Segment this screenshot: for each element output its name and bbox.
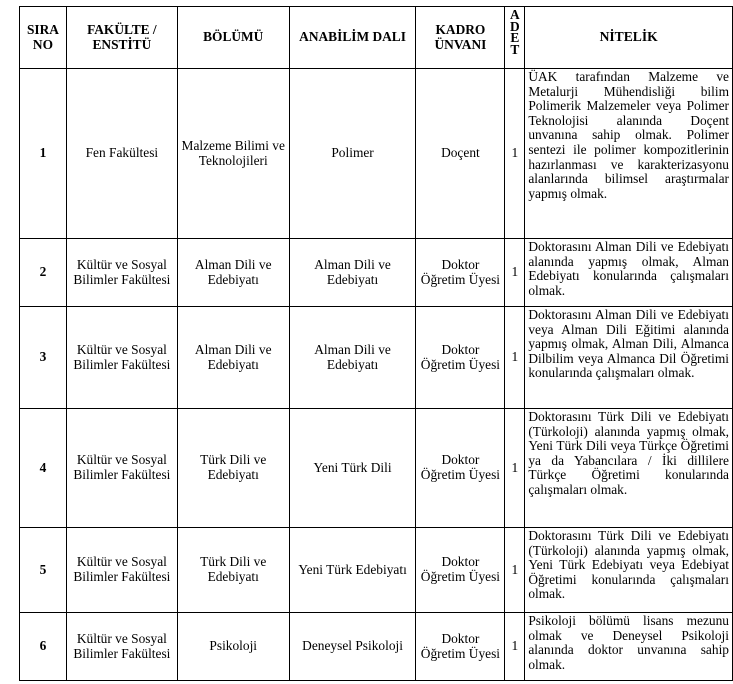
cell-fakulte: Kültür ve Sosyal Bilimler Fakültesi [66,409,177,528]
cell-anabilim: Yeni Türk Dili [289,409,416,528]
cell-adet: 1 [505,239,525,307]
table-row [20,69,733,239]
cell-adet: 1 [505,528,525,613]
header-bolum: BÖLÜMÜ [177,7,289,69]
table-row [20,528,733,613]
cell-adet: 1 [505,69,525,239]
cell-nitelik: Doktorasını Alman Dili ve Edebiyatı alanında yapmış olmak, Alman Edebiyatı konularında çalışmaları olmak. [525,239,733,307]
cell-sira: 1 [20,69,67,239]
header-fakulte: FAKÜLTE / ENSTİTÜ [66,7,177,69]
header-kadro: KADRO ÜNVANI [416,7,505,69]
table-row [20,307,733,409]
cell-bolum: Türk Dili ve Edebiyatı [177,528,289,613]
cell-anabilim: Alman Dili ve Edebiyatı [289,307,416,409]
cell-kadro: Doktor Öğretim Üyesi [416,613,505,681]
cell-nitelik: Doktorasını Türk Dili ve Edebiyatı (Türkoloji) alanında yapmış olmak, Yeni Türk Edebiyatı veya Edebiyat Öğretimi konularında çalışmaları olmak. [525,528,733,613]
cell-anabilim: Alman Dili ve Edebiyatı [289,239,416,307]
cell-anabilim: Deneysel Psikoloji [289,613,416,681]
header-anabilim: ANABİLİM DALI [289,7,416,69]
header-row [20,7,733,69]
cell-bolum: Psikoloji [177,613,289,681]
cell-kadro: Doktor Öğretim Üyesi [416,528,505,613]
cell-kadro: Doçent [416,69,505,239]
cell-bolum: Malzeme Bilimi ve Teknolojileri [177,69,289,239]
cell-adet: 1 [505,613,525,681]
cell-nitelik: Doktorasını Türk Dili ve Edebiyatı (Türkoloji) alanında yapmış olmak, Yeni Türk Dili veya Türkçe Öğretimi ya da Yabancılara / İki dillilere Türkçe Öğretimi konularında çalışmaları olmak. [525,409,733,528]
positions-table [19,6,733,681]
cell-kadro: Doktor Öğretim Üyesi [416,307,505,409]
cell-fakulte: Kültür ve Sosyal Bilimler Fakültesi [66,613,177,681]
cell-fakulte: Kültür ve Sosyal Bilimler Fakültesi [66,307,177,409]
cell-nitelik: Doktorasını Alman Dili ve Edebiyatı veya Alman Dili Eğitimi alanında yapmış olmak, Alman Dili, Almanca Dilbilim veya Almanca Dil Öğretimi konularında çalışmaları olmak. [525,307,733,409]
cell-fakulte: Fen Fakültesi [66,69,177,239]
cell-fakulte: Kültür ve Sosyal Bilimler Fakültesi [66,528,177,613]
cell-nitelik: ÜAK tarafından Malzeme ve Metalurji Mühendisliği bilim Polimerik Malzemeler veya Polimer Teknolojisi alanında Doçent unvanına sahip olmak. Polimer sentezi ile polimer kompozitlerinin hazırlanması ve karakterizasyonu alanlarında bilimsel araştırmalar yapmış olmak. [525,69,733,239]
cell-kadro: Doktor Öğretim Üyesi [416,239,505,307]
cell-adet: 1 [505,307,525,409]
header-nitelik: NİTELİK [525,7,733,69]
table-row [20,613,733,681]
cell-sira: 5 [20,528,67,613]
cell-kadro: Doktor Öğretim Üyesi [416,409,505,528]
cell-anabilim: Yeni Türk Edebiyatı [289,528,416,613]
header-sira: SIRA NO [20,7,67,69]
cell-sira: 3 [20,307,67,409]
cell-bolum: Türk Dili ve Edebiyatı [177,409,289,528]
header-adet: A D E T [505,7,525,69]
table-row [20,239,733,307]
cell-adet: 1 [505,409,525,528]
cell-bolum: Alman Dili ve Edebiyatı [177,307,289,409]
cell-anabilim: Polimer [289,69,416,239]
cell-sira: 6 [20,613,67,681]
cell-nitelik: Psikoloji bölümü lisans mezunu olmak ve Deneysel Psikoloji alanında doktor unvanına sahip olmak. [525,613,733,681]
table-row [20,409,733,528]
cell-sira: 4 [20,409,67,528]
cell-bolum: Alman Dili ve Edebiyatı [177,239,289,307]
cell-fakulte: Kültür ve Sosyal Bilimler Fakültesi [66,239,177,307]
cell-sira: 2 [20,239,67,307]
